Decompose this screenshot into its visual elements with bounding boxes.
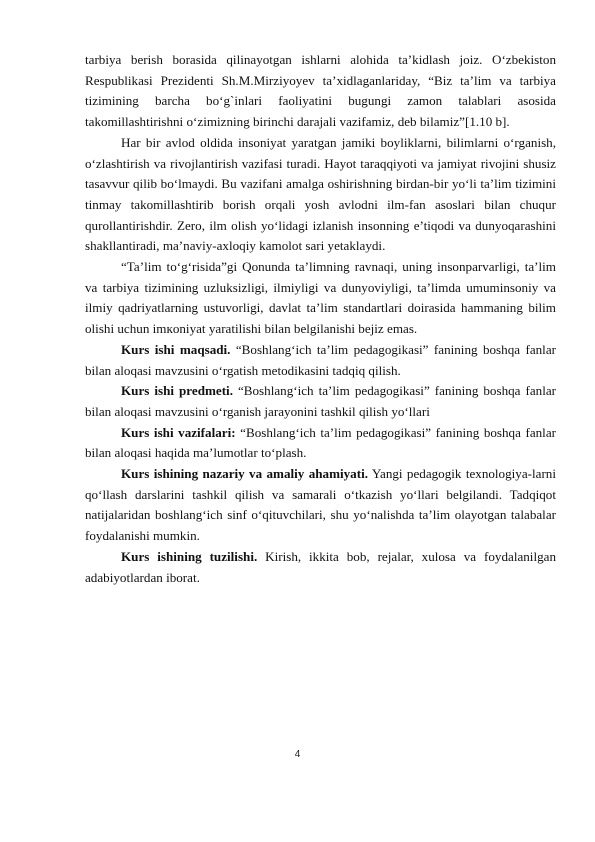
paragraph-goal: [85, 340, 556, 381]
significance-heading: Kurs ishining nazariy va amaliy ahamiyati.: [121, 466, 368, 482]
paragraph-intro-continuation: [85, 50, 556, 133]
goal-heading: Kurs ishi maqsadi.: [121, 341, 231, 357]
page-number: 4: [294, 749, 301, 760]
paragraph-significance: [85, 464, 556, 547]
paragraph-subject: [85, 381, 556, 422]
paragraph-text: tarbiya berish borasida qilinayotgan ishlarni alohida ta’kidlash joiz. O‘zbekiston Respublikasi Prezidenti Sh.M.Mirziyoyev ta’xidlaganlariday, “Biz ta’lim va tarbiya tizimining barcha bo‘g`inlari faoliyatini bugungi zamon talablari asosida takomillashtirishni o‘zimizning birinchi darajali vazifamiz, deb bilamiz”[1.10 b].: [85, 52, 556, 130]
paragraph-generations: [85, 133, 556, 257]
paragraph-structure: [85, 547, 556, 588]
significance-text: Yangi pedagogik texnologiya-larni qo‘llash darslarini tashkil qilish va samarali o‘tkazish yo‘llari belgilandi. Tadqiqot natijalaridan boshlang‘ich sinf o‘qituvchilari, shu yo‘nalishda ta’lim olayotgan talabalar foydalanishi mumkin.: [85, 466, 556, 544]
structure-heading: Kurs ishining tuzilishi.: [121, 548, 258, 564]
subject-text: “Boshlang‘ich ta’lim pedagogikasi” fanining boshqa fanlar bilan aloqasi mavzusini o‘rganish jarayonini tashkil qilish yo‘llari: [85, 383, 557, 419]
document-body: [85, 50, 556, 588]
tasks-heading: Kurs ishi vazifalari:: [121, 424, 236, 440]
subject-heading: Kurs ishi predmeti.: [121, 383, 233, 399]
goal-text: “Boshlang‘ich ta’lim pedagogikasi” fanining boshqa fanlar bilan aloqasi mavzusini o‘rgatish metodikasini tadqiq qilish.: [85, 341, 556, 378]
tasks-text: “Boshlang‘ich ta’lim pedagogikasi” fanining boshqa fanlar bilan aloqasi haqida ma’lumotlar to‘plash.: [85, 424, 556, 461]
paragraph-text: “Ta’lim to‘g‘risida”gi Qonunda ta’limning ravnaqi, uning insonparvarligi, ta’lim va tarbiya tizimining uzluksizligi, ilmiyligi va dunyoviyligi, ta’limda umuminsoniy va ilmiy qadriyatlarning ustuvorligi, davlat ta’lim standartlari doirasida hammaning bilim olishi uchun imкoniyat yaratilishi bilan belgilanishi bejiz emas.: [85, 259, 556, 337]
paragraph-tasks: [85, 423, 556, 464]
paragraph-text: Har bir avlod oldida insoniyat yaratgan jamiki boyliklarni, bilimlarni o‘rganish, o‘zlashtirish va rivojlantirish vazifasi turadi. Hayot taraqqiyoti va jamiyat rivojini shusiz tasavvur qilib bo‘lmaydi. Bu vazifani amalga oshirishning birdan-bir yo‘li ta’lim tizimini tinmay takomillashtirib borish orqali yosh avlodni ilm-fan asoslari bilan chuqur qurollantirishdir. Zero, ilm olish yo‘lidagi izlanish insonning e’tiqodi va dunyoqarashini shakllantiradi, ma’naviy-axloqiy kamolot sari yetaklaydi.: [85, 134, 556, 254]
structure-text: Kirish, ikkita bob, rejalar, xulosa va foydalanilgan adabiyotlardan iborat.: [85, 548, 556, 585]
paragraph-education-law: [85, 257, 556, 340]
